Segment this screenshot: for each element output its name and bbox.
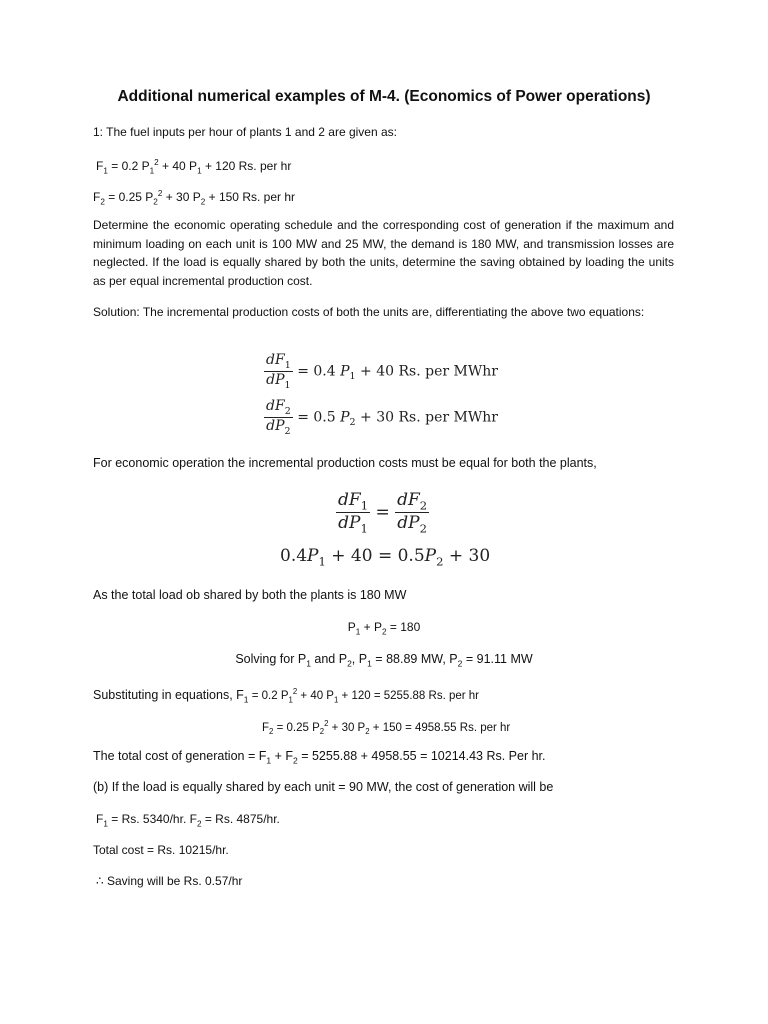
problem-statement: Determine the economic operating schedule and the corresponding cost of generation if the maximum and minimum loading on each unit is 100 MW and 25 MW, the demand is 180 MW, and transmission losses are neglected. If the load is equally shared by both the units, determine the saving obtained by loading the units as per equal incremental production cost. <box>93 218 674 289</box>
linear-equation: $0.4P_1 + 40 = 0.5P_2 + 30$ <box>280 546 491 569</box>
total-load-text: As the total load ob shared by both the plants is 180 MW <box>93 588 407 602</box>
economic-operation-text: For economic operation the incremental production costs must be equal for both the plants, <box>93 456 597 470</box>
derivative-equation-1: $\frac{dF_1}{dP_1}$ = 0.4 $P_1 + 40$ Rs. per MWhr <box>266 352 498 391</box>
fuel-equation-f2: $F_2 = 0.25$ $P_2^2 + 30$ $P_2 + 150$ Rs. per hr <box>93 189 295 207</box>
solving-result: Solving for $P_1$ and $P_2$, $P_1 = 88.89$ MW, $P_2 = 91.11$ MW <box>235 652 533 669</box>
equal-incremental-equation: $\frac{dF_1}{dP_1}$ = $\frac{dF_2}{dP_2}$ <box>338 490 428 536</box>
solution-intro: Solution: The incremental production costs of both the units are, differentiating the above two equations: <box>93 305 645 319</box>
sum-equation: $P_1 + P_2 = 180$ <box>347 620 421 637</box>
question-intro: 1: The fuel inputs per hour of plants 1 and 2 are given as: <box>93 125 397 139</box>
total-cost-line: The total cost of generation = $F_1 + F_2 = 5255.88 + 4958.55 = 10214.43$ Rs. Per hr. <box>93 749 546 766</box>
page-title: Additional numerical examples of M-4. (Economics of Power operations) <box>117 88 651 105</box>
part-b-text: (b) If the load is equally shared by each unit = 90 MW, the cost of generation will be <box>93 780 554 794</box>
derivative-equation-2: $\frac{dF_2}{dP_2}$ = 0.5 $P_2 + 30$ Rs. per MWhr <box>266 398 498 437</box>
saving-text: ∴ Saving will be Rs. 0.57/hr <box>96 874 243 888</box>
total-cost-b: Total cost = Rs. 10215/hr. <box>93 843 229 857</box>
substitution-line-1: Substituting in equations, $F_1 = 0.2$ $P_1^2 + 40$ $P_1 + 120 = 5255.88$ Rs. per hr <box>93 687 479 705</box>
fuel-equation-f1: $F_1 = 0.2$ $P_1^2 + 40$ $P_1 + 120$ Rs. per hr <box>96 158 292 176</box>
equal-share-costs: $F_1 = Rs$. 5340/hr. $F_2 = Rs$. 4875/hr. <box>96 812 280 829</box>
substitution-line-2: $F_2 = 0.25$ $P_2^2 + 30$ $P_2 + 150 = 4958.55$ Rs. per hr <box>262 719 511 737</box>
